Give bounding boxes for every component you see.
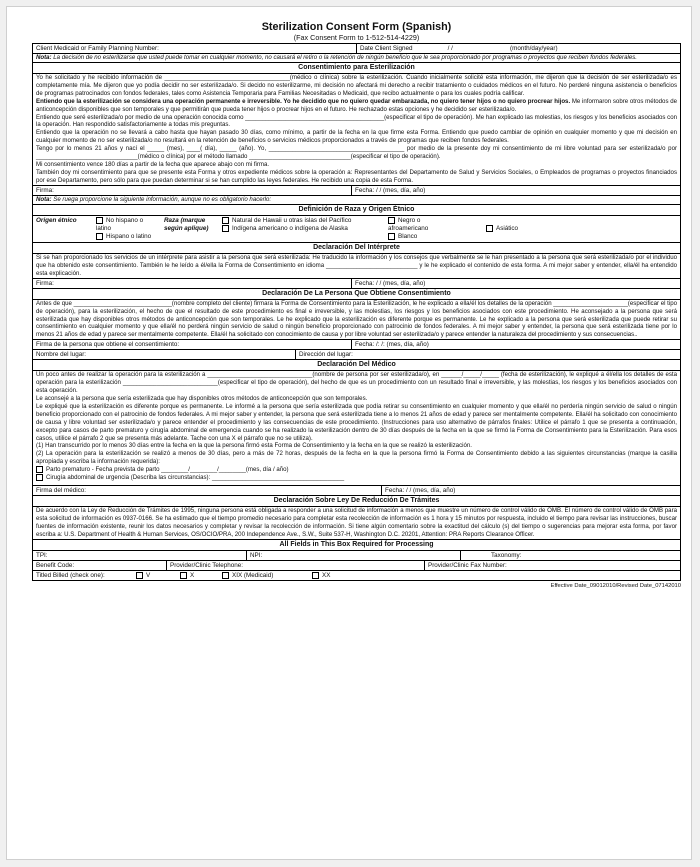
npi-field[interactable]: NPI: (246, 551, 460, 560)
consent-paragraph-6: Mi consentimiento vence 180 días a partir de la fecha que aparece abajo con mi firma. (36, 160, 270, 168)
facility-row (33, 349, 680, 359)
title-xx-option[interactable] (309, 571, 680, 580)
checkbox-icon[interactable] (180, 572, 187, 579)
race-note-text: Se ruega proporcione la siguiente información, aunque no es obligatorio hacerlo: (53, 195, 272, 203)
obtainer-section (33, 289, 680, 361)
interpreter-date-field[interactable]: Fecha: / / (mes, día, año) (351, 279, 680, 288)
race-label: Raza (marque según aplique) (164, 216, 209, 232)
interpreter-heading: Declaración Del Intérprete (33, 243, 680, 254)
consent-signature-row (33, 185, 680, 195)
origin-option-not-hispanic[interactable] (96, 217, 158, 233)
date-client-signed-label: Date Client Signed (360, 45, 413, 52)
origin-option-label: Hispano o latino (106, 233, 152, 241)
top-note-label: Nota: (36, 54, 52, 61)
title-option-label: XIX (Medicaid) (232, 571, 274, 579)
consent-paragraph-5: Tengo por lo menos 21 años y nací el _____ (mes), ____( día), _____ (año). Yo, ________________________________________ por medio de la presente doy mi consentimiento de mi libre voluntad para ser esterilizada/o por ______________________________(médico o clínica) por el método llamado ______________________________(especificar el tipo de operación). (36, 145, 677, 161)
date-separators: / / (447, 45, 453, 52)
title-x-option[interactable] (177, 571, 219, 580)
consent-paragraph-2 (33, 98, 680, 114)
date-format: (month/day/year) (510, 45, 558, 52)
form-box (32, 43, 681, 581)
title-option-label: X (190, 571, 195, 579)
race-note (33, 196, 680, 205)
checkbox-icon[interactable] (36, 466, 43, 473)
consent-section (33, 63, 680, 196)
effective-date: Effective Date_09012010/Revised Date_07142010 (550, 582, 681, 589)
race-note-label: Nota: (36, 195, 52, 203)
interpreter-signature-field[interactable]: Firma: (36, 279, 54, 287)
consent-form (32, 21, 681, 591)
title-xix-option[interactable] (219, 571, 309, 580)
benefit-code-field[interactable]: Benefit Code: (36, 561, 75, 569)
paperwork-text: De acuerdo con la Ley de Reducción de Trámites de 1995, ninguna persona está obligada a responder a una solicitud de información a menos que muestre un número de control válido de OMB. El número de control válido de OMB para esta solicitud de información es 0937-0166. Se ha estimado que el tiempo promedio necesario para completar esta recolección de información es 1 hora y 15 minutos por respuesta, incluido el tiempo para revisar las instrucciones, buscar fuentes de información existente, reunir los datos necesarios y completar y revisar la recolección de información. Si tiene algún comentario sobre la exactitud del cálculo (s) del tiempo o sugerencias para mejorar esta forma, por favor escriba a: U.S. Department of Health & Human Services, OS/OCIO/PRA, 200 Independence Ave., S.W., Suite 537-H, Washington D.C. 20201, Attention: PRA Reports Clearance Officer. (36, 507, 677, 538)
top-note (33, 54, 680, 63)
obtainer-signature-field[interactable]: Firma de la persona que obtiene el consentimiento: (36, 341, 180, 349)
checkbox-icon[interactable] (222, 217, 229, 224)
consent-paragraph-3: Entiendo que seré esterilizada/o por medio de una operación conocida como _________________________________________(especificar el tipo de operación). Me han explicado las molestias, los riesgos y los beneficios asociados con la operación. Han respondido satisfactoriamente a todas mis preguntas. (36, 113, 677, 129)
checkbox-icon[interactable] (96, 233, 103, 240)
title-v-option[interactable] (133, 571, 177, 580)
race-section (33, 205, 680, 243)
obtainer-date-field[interactable]: Fecha: /: /: (mes, día, año) (351, 340, 680, 349)
titled-billed-label: Titled Billed (check one): (36, 571, 105, 579)
paperwork-section (33, 496, 680, 540)
doctor-signature-row (33, 485, 680, 495)
date-client-signed-field[interactable] (356, 44, 680, 53)
checkbox-icon[interactable] (36, 474, 43, 481)
race-col-3-spacer (486, 217, 552, 225)
race-option-asian[interactable] (486, 225, 552, 233)
client-row (33, 44, 680, 54)
race-col-1 (222, 217, 358, 241)
title-option-label: XX (322, 571, 331, 579)
tpi-field[interactable]: TPI: (36, 551, 48, 559)
checkbox-icon[interactable] (96, 217, 103, 224)
consent-paragraph-1: Yo he solicitado y he recibido información de _____________________________________(médico o clínica) sobre la esterilización. Cuando inicialmente solicité esta información, me dijeron que la decisión de ser esterilizada/o es completamente mía. Me dijeron que yo podía decidir no ser esterilizada/o. Si decido no esterilizarme, mi decisión no afectará mi derecho a recibir tratamiento o cuidados médicos en el futuro. No perderé ninguna asistencia o beneficios de programas patrocinados con fondos federales, tales como Asistencia Temporaria para Familias Necesitadas o Medicaid, que recibo actualmente o para los cuales podría calificar. (36, 74, 677, 97)
doctor-signature-field[interactable]: Firma del médico: (36, 487, 87, 495)
origin-options (96, 217, 158, 241)
processing-heading: All Fields in This Box Required for Processing (33, 540, 680, 551)
origin-option-label: No hispano o latino (96, 216, 144, 232)
checkbox-icon[interactable] (388, 233, 395, 240)
contact-row (33, 561, 680, 571)
race-option-label: Negro o afroamericano (388, 216, 429, 232)
race-col-2 (358, 217, 462, 241)
race-option-white[interactable] (388, 233, 462, 241)
consent-permanent-statement: Entiendo que la esterilización se considera una operación permanente e irreversible. Yo he decidido que no quiero quedar embarazada, no quiero tener hijos o no quiero procrear hijos. (36, 97, 571, 105)
doctor-section (33, 360, 680, 496)
taxonomy-field[interactable]: Taxonomy: (460, 551, 680, 560)
titles-row (33, 571, 680, 580)
doctor-heading: Declaración Del Médico (33, 360, 680, 371)
checkbox-icon[interactable] (312, 572, 319, 579)
facility-name-field[interactable]: Nombre del lugar: (36, 351, 87, 359)
consent-paragraph-7: También doy mi consentimiento para que se presente esta Forma y otros expediente médicos sobre la operación a: Representantes del Departamento de Salud y Servicios Sociales, o Empleados de programas o proyectos financiados por ese Departamento, pero sólo para que puedan determinar si se han cumplido las leyes federales. He recibido una copia de esta Forma. (36, 168, 677, 184)
race-grid (33, 216, 680, 242)
interpreter-text: Si se han proporcionado los servicios de un intérprete para asistir a la persona que será esterilizada: He traducido la información y los consejos que verbalmente se le han presentado a la persona que será esterilizada/o por el individuo que ha obtenido este consentimiento. También le he leído a él/ella la Forma de Consentimiento en idioma ___________________________ y le he explicado el contenido de esta forma. A mi mejor saber y entender, ella/él ha entendido esta explicación. (36, 254, 677, 277)
title-option-label: V (146, 571, 151, 579)
client-medicaid-field[interactable]: Client Medicaid or Family Planning Number: (36, 45, 159, 52)
interpreter-section (33, 243, 680, 289)
obtainer-text: Antes de que _____________________________(nombre completo del cliente) firmara la Forma de Consentimiento para la Esterilización, le he explicado a ella/él los detalles de la operación ______________________(especificar el tipo de operación), para la esterilización, el hecho de que el resultado de este procedimiento es final e irreversible, y las molestias, los riesgos y los beneficios asociados con este procedimiento. He aconsejado a la persona que será esterilizada que hay disponibles otros métodos de anticoncepción que son temporales. Le he explicado que la esterilización es diferente porque es permanente. Le he explicado a la persona que será esterilizada que puede retirar su consentimiento en cualquier momento y que ella/él no perderá ningún servicio de salud o ningún beneficio proporcionado con patrocinio de fondos federales. A mi mejor saber y entender, la persona que será esterilizada tiene por lo menos 21 años de edad y parece ser mentalmente competente. Ella/él ha solicitado con conocimiento de causa y por libre voluntad ser esterilizada/o y parece entender la naturaleza del procedimiento y sus consecuencias.. (36, 299, 677, 339)
consent-paragraph-2-rest: Me informaron sobre otros métodos de anticoncepción disponibles que son temporales y que permitirán que pueda tener hijos o procrear hijos en el futuro. He rechazado estas opciones y he decidido ser esterilizada/o. (36, 97, 677, 113)
obtainer-heading: Declaración De La Persona Que Obtiene Consentimiento (33, 289, 680, 300)
consent-heading: Consentimiento para Esterilización (33, 63, 680, 74)
emergency-surgery-option[interactable] (33, 474, 680, 482)
race-option-native-american[interactable] (222, 225, 358, 233)
race-option-black[interactable] (388, 217, 462, 233)
checkbox-icon[interactable] (388, 217, 395, 224)
origin-option-hispanic[interactable] (96, 233, 158, 241)
doctor-paragraph-1: Un poco antes de realizar la operación para la esterilización a _______________________________(nombre de persona por ser esterilizada/o), en ______/_____/_____ (fecha de esterilización), le expliqué a él/ella los detalles de esta operación para la esterilización ____________________________(especificar el tipo de operación), del hecho de que es un procedimiento con un resultado final e irreversible, y las molestias, los riesgos y los beneficios asociados con esta operación. (36, 371, 677, 395)
paperwork-heading: Declaración Sobre Ley De Reducción De Trámites (33, 496, 680, 507)
facility-address-field[interactable]: Dirección del lugar: (295, 350, 680, 359)
race-option-hawaiian[interactable] (222, 217, 358, 225)
race-option-label: Asiático (496, 224, 519, 232)
doctor-paragraph-2: Le aconsejé a la persona que sería esterilizada que hay disponibles otros métodos de anticoncepción que son temporales. (36, 395, 368, 402)
form-subtitle: (Fax Consent Form to 1-512-514-4229) (293, 33, 420, 42)
doctor-date-field[interactable]: Fecha: / / (mes, día, año) (381, 486, 680, 495)
form-title: Sterilization Consent Form (Spanish) (261, 21, 452, 33)
race-option-label: Indígena americano o indígena de Alaska (232, 225, 348, 233)
origin-label: Origen étnico (36, 216, 77, 224)
form-page (6, 6, 692, 860)
race-option-label: Natural de Hawaii u otras islas del Pacífico (232, 216, 352, 224)
race-col-3 (462, 217, 552, 241)
emergency-surgery-label: Cirugía abdominal de urgencia (Describa las circunstancias): _______________________________________ (46, 474, 345, 482)
race-option-label: Blanco (398, 233, 418, 241)
doctor-paragraph-4: (1) Han transcurrido por lo menos 30 días entre la fecha en la que la persona firmó esta Forma de Consentimiento y la fecha en la que se realizó la esterilización. (36, 442, 472, 450)
provider-fax-field[interactable]: Provider/Clinic Fax Number: (424, 561, 680, 570)
ids-row (33, 551, 680, 561)
checkbox-icon[interactable] (222, 572, 229, 579)
checkbox-icon[interactable] (136, 572, 143, 579)
checkbox-icon[interactable] (486, 225, 493, 232)
consent-date-field[interactable]: Fecha: / / (mes, día, año) (351, 186, 680, 195)
top-note-text: La decisión de no esterilizarse que usted puede tomar en cualquier momento, no causará el retiro o la retención de ningún beneficio que le sea proporcionado por programas o proyectos que reciben fondos federales. (53, 54, 637, 61)
checkbox-icon[interactable] (222, 225, 229, 232)
interpreter-signature-row (33, 278, 680, 288)
race-heading: Definición de Raza y Origen Étnico (33, 205, 680, 216)
consent-paragraph-4: Entiendo que la operación no se llevará a cabo hasta que hayan pasado 30 días, como mínimo, a partir de la fecha en la que firme esta Forma. Entiendo que puedo cambiar de opinión en cualquier momento y que mi decisión en cualquier momento de no ser esterilizada/o no resultará en la retención de beneficios o servicios médicos proporcionados a través de programas que reciben fondos federales. (36, 129, 677, 145)
processing-section (33, 540, 680, 580)
obtainer-signature-row (33, 339, 680, 349)
provider-telephone-field[interactable]: Provider/Clinic Telephone: (166, 561, 424, 570)
consent-signature-field[interactable]: Firma: (36, 186, 54, 194)
premature-birth-label: Parto prematuro - Fecha prevista de parto ________/________/________(mes, día / año) (46, 466, 289, 474)
doctor-paragraph-5: (2) La operación para la esterilización se realizó a menos de 30 días, pero a más de 72 horas, después de la fecha en la que la persona firmó la Forma de Consentimiento debido a las siguientes circunstancias (marque la casilla apropiada y escriba la información requerida): (36, 450, 677, 466)
doctor-paragraph-3: Le expliqué que la esterilización es diferente porque es permanente. Le informé a la persona que sería esterilizada que podía retirar su consentimiento en cualquier momento y que ella/él no perdería ningún servicio de salud o ningún beneficio proporcionado con el patrocinio de fondos federales. A mi mejor saber y entender, la persona que será esterilizada tiene a lo menos 21 años de edad y parece ser mentalmente competente. Ella/él ha solicitado con conocimiento de causa y libre voluntad ser esterilizada/o y parece entender el procedimiento y las consecuencias de este procedimiento. (Instrucciones para uso alternativo de párrafos finales: Utilice el párrafo 1 que se presenta a continuación, excepto para casos de parto prematuro y cirugía abdominal de emergencia cuando se ha realizado la esterilización dentro de 30 días después de la fecha en la que se firmó la Forma de Consentimiento para la Esterilización. Para esos casos, utilice el párrafo 2 que se presenta más adelante. Tache con una X el párrafo que no se utiliza). (36, 402, 677, 442)
premature-birth-option[interactable] (33, 466, 680, 474)
